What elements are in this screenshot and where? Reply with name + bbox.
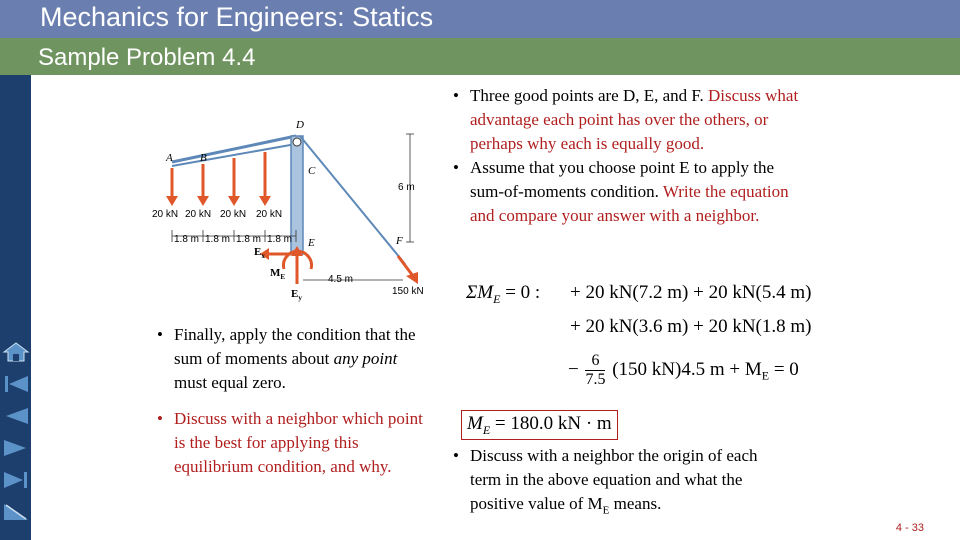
bullets-right-top: [450, 84, 810, 228]
bullet-item: • Finally, apply the condition that the sum of moments about any point must equal zero.: [154, 323, 429, 395]
load-label-1: 20 kN: [152, 209, 179, 220]
span-label-2: 1.8 m: [205, 234, 231, 245]
tension-label: 150 kN: [392, 286, 424, 297]
exit-icon[interactable]: [2, 501, 30, 523]
base-label: 4.5 m: [328, 274, 354, 285]
label-d: D: [296, 119, 304, 131]
span-label-4: 1.8 m: [267, 234, 293, 245]
next-icon[interactable]: [2, 437, 30, 459]
bullet-item: • Three good points are D, E, and F. Discuss what advantage each point has over the others, or perhaps why each is equally good.: [450, 84, 810, 156]
label-a: A: [166, 152, 173, 164]
load-label-4: 20 kN: [256, 209, 283, 220]
height-label: 6 m: [398, 182, 415, 193]
load-label-3: 20 kN: [220, 209, 247, 220]
span-label-3: 1.8 m: [236, 234, 262, 245]
previous-icon[interactable]: [2, 405, 30, 427]
label-f: F: [396, 235, 403, 247]
last-icon[interactable]: [2, 469, 30, 491]
equation-line-3: − $\frac{6}{7.5}$ (150 kN)4.5 $m + M_E = 0$: [568, 352, 799, 388]
ey-label: $E_y$: [291, 288, 302, 302]
ex-label: $E_x$: [254, 246, 265, 260]
course-title: Mechanics for Engineers: Statics: [40, 2, 434, 32]
label-b: B: [200, 152, 207, 164]
label-e: E: [308, 237, 315, 249]
label-c: C: [308, 165, 316, 177]
span-label-1: 1.8 m: [174, 234, 200, 245]
slide-title: Sample Problem 4.4: [38, 44, 256, 71]
load-label-2: 20 kN: [185, 209, 212, 220]
me-label: $M_E$: [270, 267, 286, 281]
bullets-right-bottom: [450, 444, 790, 522]
equation-line-1: $\Sigma M_E = 0$ :: [466, 282, 541, 306]
result-equation: $M_E = 180.0$ kN · m: [467, 413, 612, 437]
page-number: 4 - 33: [895, 522, 924, 534]
bullets-left: [154, 323, 429, 479]
bullet-item: • Discuss with a neighbor which point is the best for applying this equilibrium condition, and why.: [154, 407, 429, 479]
navigation-sidebar: [0, 75, 31, 540]
bullet-item: • Assume that you choose point E to apply the sum-of-moments condition. Write the equation and compare your answer with a neighbor.: [450, 156, 810, 228]
equation-line-1-rhs: + 20 kN(7.2 m) + 20 kN(5.4 m): [570, 282, 812, 303]
subheader-bar: [0, 38, 960, 75]
first-icon[interactable]: [2, 373, 30, 395]
bullet-item: • Discuss with a neighbor the origin of each term in the above equation and what the positive value of $M_E$ means.: [450, 444, 790, 522]
frame-diagram: [148, 114, 433, 304]
header-bar: [0, 0, 960, 38]
home-icon[interactable]: [2, 341, 30, 363]
equation-line-2: + 20 kN(3.6 m) + 20 kN(1.8 m): [570, 316, 812, 337]
